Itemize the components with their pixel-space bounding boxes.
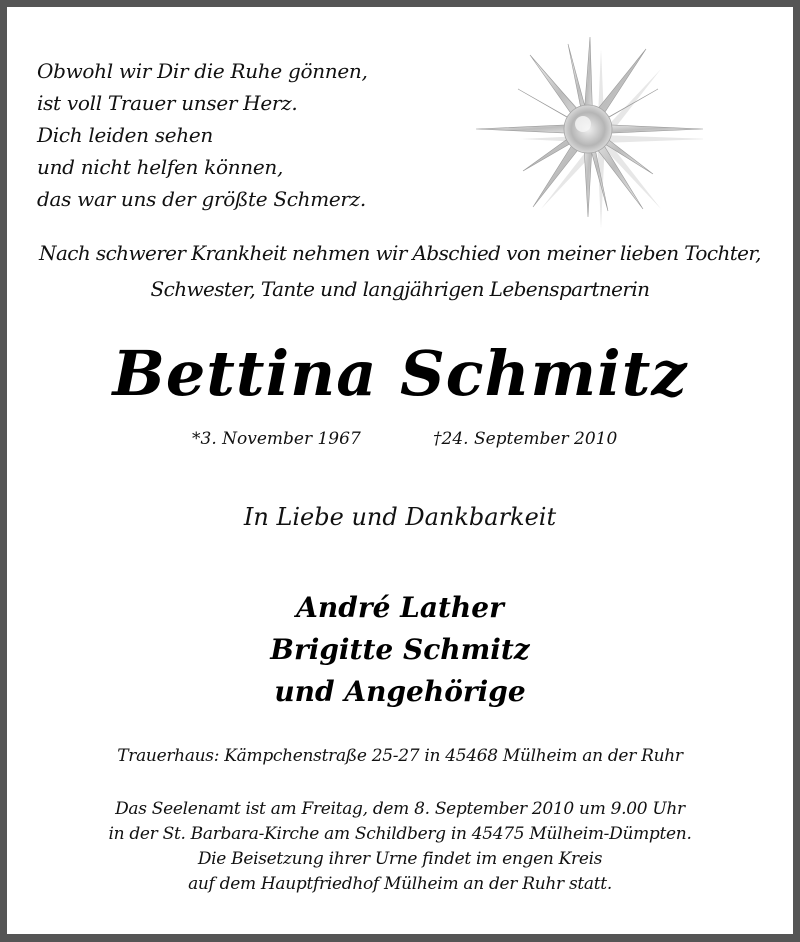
birth-date: *3. November 1967 xyxy=(192,429,361,449)
poem xyxy=(37,55,368,215)
mourners xyxy=(7,587,793,713)
mourner-line: und Angehörige xyxy=(274,675,526,708)
service-details xyxy=(7,797,793,897)
service-line: in der St. Barbara-Kirche am Schildberg in 45475 Mülheim-Dümpten. xyxy=(108,824,692,844)
poem-line: das war uns der größte Schmerz. xyxy=(37,187,366,211)
intro-line: Nach schwerer Krankheit nehmen wir Abschied von meiner lieben Tochter, xyxy=(39,241,761,265)
obituary-notice xyxy=(7,7,793,934)
deceased-name: Bettina Schmitz xyxy=(112,337,688,410)
poem-line: ist voll Trauer unser Herz. xyxy=(37,91,298,115)
dedication: In Liebe und Dankbarkeit xyxy=(243,503,557,531)
mourning-house-address: Trauerhaus: Kämpchenstraße 25-27 in 45468 Mülheim an der Ruhr xyxy=(117,746,683,766)
poem-line: Obwohl wir Dir die Ruhe gönnen, xyxy=(37,59,368,83)
crystal-star-icon xyxy=(473,29,703,229)
mourner-line: André Lather xyxy=(296,591,504,624)
intro-line: Schwester, Tante und langjährigen Lebenspartnerin xyxy=(150,277,650,301)
mourner-line: Brigitte Schmitz xyxy=(270,633,530,666)
death-date: †24. September 2010 xyxy=(433,429,618,449)
poem-line: Dich leiden sehen xyxy=(37,123,213,147)
poem-line: und nicht helfen können, xyxy=(37,155,284,179)
service-line: auf dem Hauptfriedhof Mülheim an der Ruhr statt. xyxy=(188,874,612,894)
service-line: Das Seelenamt ist am Freitag, dem 8. September 2010 um 9.00 Uhr xyxy=(115,799,685,819)
service-line: Die Beisetzung ihrer Urne findet im engen Kreis xyxy=(197,849,603,869)
intro-text xyxy=(7,235,793,307)
